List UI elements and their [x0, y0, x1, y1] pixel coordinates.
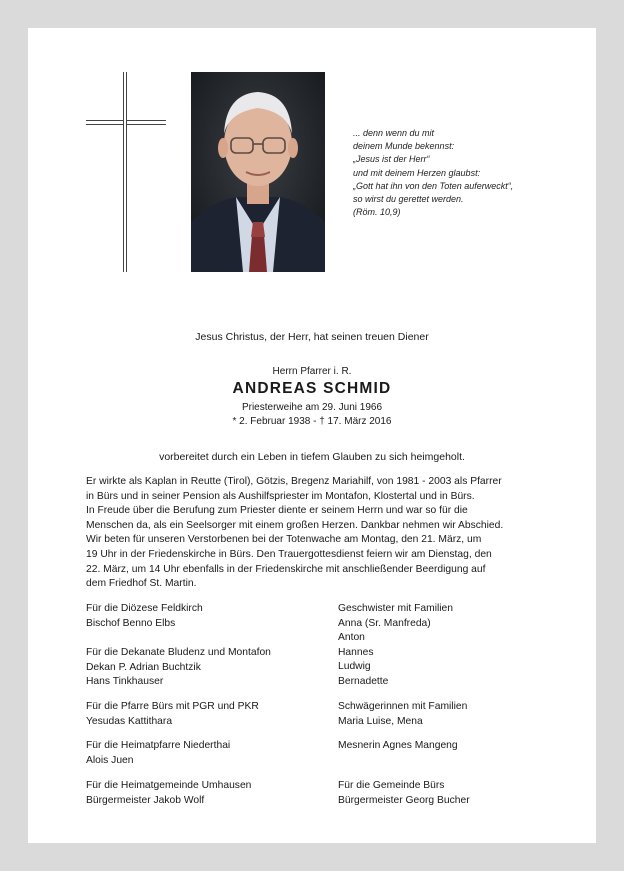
mourner-line: Für die Diözese Feldkirch	[86, 603, 203, 614]
quote-line: „Jesus ist der Herr“	[353, 154, 430, 165]
mourner-line: Schwägerinnen mit Familien	[338, 701, 468, 712]
body-line: in Bürs und in seiner Pension als Aushilfspriester im Montafon, Klostertal und in Bürs.	[86, 490, 475, 502]
mourner-line: Anton	[338, 632, 365, 644]
mourner-line: Für die Gemeinde Bürs	[338, 780, 445, 791]
mourner-line: Bürgermeister Georg Bucher	[338, 794, 470, 806]
mourner-line: Bernadette	[338, 675, 389, 687]
mourner-group-diocese	[86, 602, 203, 631]
bible-quote	[353, 127, 553, 219]
mourner-line: Mesnerin Agnes Mangeng	[338, 740, 458, 751]
mourner-line: Für die Heimatgemeinde Umhausen	[86, 780, 252, 791]
biography-text	[86, 475, 546, 592]
mourner-group-home-municipality	[86, 779, 251, 808]
quote-line: deinem Munde bekennst:	[353, 141, 455, 152]
mourner-line: Alois Juen	[86, 754, 134, 766]
cross-icon-bar	[86, 120, 166, 125]
quote-line: und mit deinem Herzen glaubst:	[353, 167, 481, 178]
mourner-line: Geschwister mit Familien	[338, 603, 454, 614]
body-line: 19 Uhr in der Friedenskirche in Bürs. Den Trauergottesdienst feiern wir am Dienstag, den	[86, 548, 492, 560]
mourner-group-sacristan	[338, 739, 458, 754]
intro-line: Jesus Christus, der Herr, hat seinen treuen Diener	[195, 331, 429, 343]
mourner-line: Anna (Sr. Manfreda)	[338, 617, 431, 629]
mourner-line: Für die Heimatpfarre Niederthai	[86, 740, 231, 751]
mourner-line: Hans Tinkhauser	[86, 676, 164, 688]
mourner-group-sisters-in-law	[338, 700, 467, 729]
deceased-name: ANDREAS SCHMID	[232, 380, 392, 397]
body-line: Er wirkte als Kaplan in Reutte (Tirol), Götzis, Bregenz Mariahilf, von 1981 - 2003 als Pfarrer	[86, 476, 502, 487]
body-line: Wir beten für unseren Verstorbenen bei der Totenwache am Montag, den 21. März, um	[86, 534, 482, 546]
body-line: Menschen da, als ein Seelsorger mit einem großen Herzen. Dankbar nehmen wir Abschied.	[86, 519, 504, 531]
quote-line: „Gott hat ihn von den Toten auferweckt“,	[353, 180, 514, 191]
mourner-group-deaneries	[86, 646, 271, 690]
mourner-line: Hannes	[338, 646, 374, 658]
portrait-photo	[191, 72, 325, 272]
mourner-line: Für die Dekanate Bludenz und Montafon	[86, 647, 271, 658]
mourner-line: Für die Pfarre Bürs mit PGR und PKR	[86, 701, 259, 712]
quote-line: (Röm. 10,9)	[353, 207, 401, 218]
cross-icon	[123, 72, 127, 272]
mourner-line: Bischof Benno Elbs	[86, 617, 176, 629]
title-prefix: Herrn Pfarrer i. R.	[272, 366, 352, 377]
ordination-date: Priesterweihe am 29. Juni 1966	[241, 402, 383, 413]
mourner-group-municipality	[338, 779, 470, 808]
life-dates: * 2. Februar 1938 - † 17. März 2016	[232, 416, 392, 427]
mourner-line: Ludwig	[338, 661, 371, 673]
mourner-line: Bürgermeister Jakob Wolf	[86, 794, 205, 806]
mourner-group-home-parish	[86, 739, 230, 768]
mourner-group-siblings	[338, 602, 453, 690]
body-line: dem Friedhof St. Martin.	[86, 578, 197, 590]
mourner-line: Dekan P. Adrian Buchtzik	[86, 661, 201, 673]
mourner-group-parish	[86, 700, 259, 729]
mourner-line: Maria Luise, Mena	[338, 715, 423, 727]
prepared-line: vorbereitet durch ein Leben in tiefem Glauben zu sich heimgeholt.	[159, 451, 465, 463]
quote-line: ... denn wenn du mit	[353, 128, 435, 138]
body-line: 22. März, um 14 Uhr ebenfalls in der Friedenskirche mit anschließender Beerdigung auf	[86, 563, 486, 575]
body-line: In Freude über die Berufung zum Priester diente er seinem Herrn und war so für die	[86, 505, 468, 517]
mourner-line: Yesudas Kattithara	[86, 715, 173, 727]
quote-line: so wirst du gerettet werden.	[353, 194, 464, 205]
